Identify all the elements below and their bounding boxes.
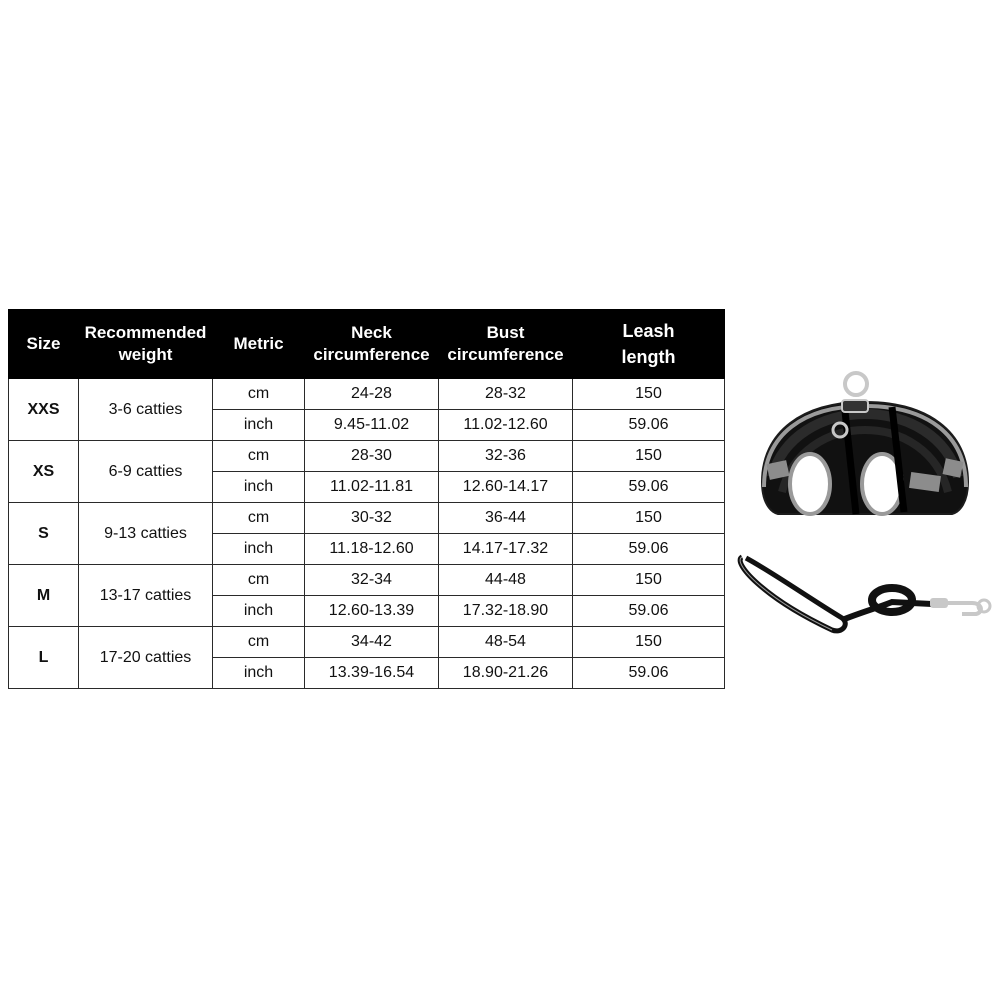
table-row: [9, 441, 725, 472]
weight-cell: 6-9 catties: [79, 441, 213, 503]
metric-cell: cm: [213, 565, 305, 596]
header-size-label: Size: [26, 334, 61, 353]
header-weight-line1: Recommended: [84, 323, 207, 342]
weight-cell: 3-6 catties: [79, 379, 213, 441]
metric-cell: inch: [213, 658, 305, 689]
header-neck-line1: Neck: [351, 323, 392, 342]
weight-cell: 17-20 catties: [79, 627, 213, 689]
size-cell: L: [9, 627, 79, 689]
harness: [762, 373, 968, 514]
table-row: [9, 565, 725, 596]
bust-cell: 11.02-12.60: [439, 410, 573, 441]
leash-cell: 59.06: [573, 596, 725, 627]
size-cell: XXS: [9, 379, 79, 441]
neck-cell: 28-30: [305, 441, 439, 472]
bust-cell: 18.90-21.26: [439, 658, 573, 689]
leash-cell: 59.06: [573, 410, 725, 441]
size-chart-table: [8, 309, 725, 689]
neck-cell: 11.18-12.60: [305, 534, 439, 565]
neck-cell: 12.60-13.39: [305, 596, 439, 627]
bust-cell: 17.32-18.90: [439, 596, 573, 627]
leash-cell: 150: [573, 503, 725, 534]
bust-cell: 14.17-17.32: [439, 534, 573, 565]
header-bust-line2: circumference: [447, 345, 564, 364]
table-row: [9, 379, 725, 410]
weight-cell: 13-17 catties: [79, 565, 213, 627]
leash-cell: 150: [573, 627, 725, 658]
table-row: [9, 627, 725, 658]
leash-cell: 59.06: [573, 472, 725, 503]
header-bust-line1: Bust: [486, 323, 525, 342]
header-metric-label: Metric: [233, 334, 284, 353]
neck-cell: 32-34: [305, 565, 439, 596]
leash-cell: 59.06: [573, 534, 725, 565]
leash-cell: 150: [573, 379, 725, 410]
metric-cell: inch: [213, 472, 305, 503]
neck-cell: 13.39-16.54: [305, 658, 439, 689]
metric-cell: cm: [213, 503, 305, 534]
table-header-row: [9, 310, 725, 379]
size-cell: XS: [9, 441, 79, 503]
leash-cell: 59.06: [573, 658, 725, 689]
neck-cell: 24-28: [305, 379, 439, 410]
size-cell: M: [9, 565, 79, 627]
neck-cell: 30-32: [305, 503, 439, 534]
leash: [740, 557, 990, 631]
header-weight-line2: weight: [118, 345, 173, 364]
bust-cell: 28-32: [439, 379, 573, 410]
header-weight: [79, 310, 213, 379]
leash-cell: 150: [573, 565, 725, 596]
metric-cell: inch: [213, 410, 305, 441]
header-leash: [573, 310, 725, 379]
leash-cell: 150: [573, 441, 725, 472]
cat-harness-with-leash-icon: [732, 362, 998, 642]
bust-cell: 44-48: [439, 565, 573, 596]
header-size: [9, 310, 79, 379]
header-metric: [213, 310, 305, 379]
metric-cell: cm: [213, 379, 305, 410]
weight-cell: 9-13 catties: [79, 503, 213, 565]
header-bust: [439, 310, 573, 379]
table-row: [9, 503, 725, 534]
header-leash-line2: length: [621, 347, 676, 367]
neck-cell: 34-42: [305, 627, 439, 658]
metric-cell: inch: [213, 534, 305, 565]
bust-cell: 12.60-14.17: [439, 472, 573, 503]
bust-cell: 32-36: [439, 441, 573, 472]
neck-cell: 11.02-11.81: [305, 472, 439, 503]
bust-cell: 48-54: [439, 627, 573, 658]
header-leash-line1: Leash: [622, 321, 675, 341]
metric-cell: inch: [213, 596, 305, 627]
size-cell: S: [9, 503, 79, 565]
header-neck-line2: circumference: [313, 345, 430, 364]
metric-cell: cm: [213, 627, 305, 658]
bust-cell: 36-44: [439, 503, 573, 534]
neck-cell: 9.45-11.02: [305, 410, 439, 441]
header-neck: [305, 310, 439, 379]
metric-cell: cm: [213, 441, 305, 472]
